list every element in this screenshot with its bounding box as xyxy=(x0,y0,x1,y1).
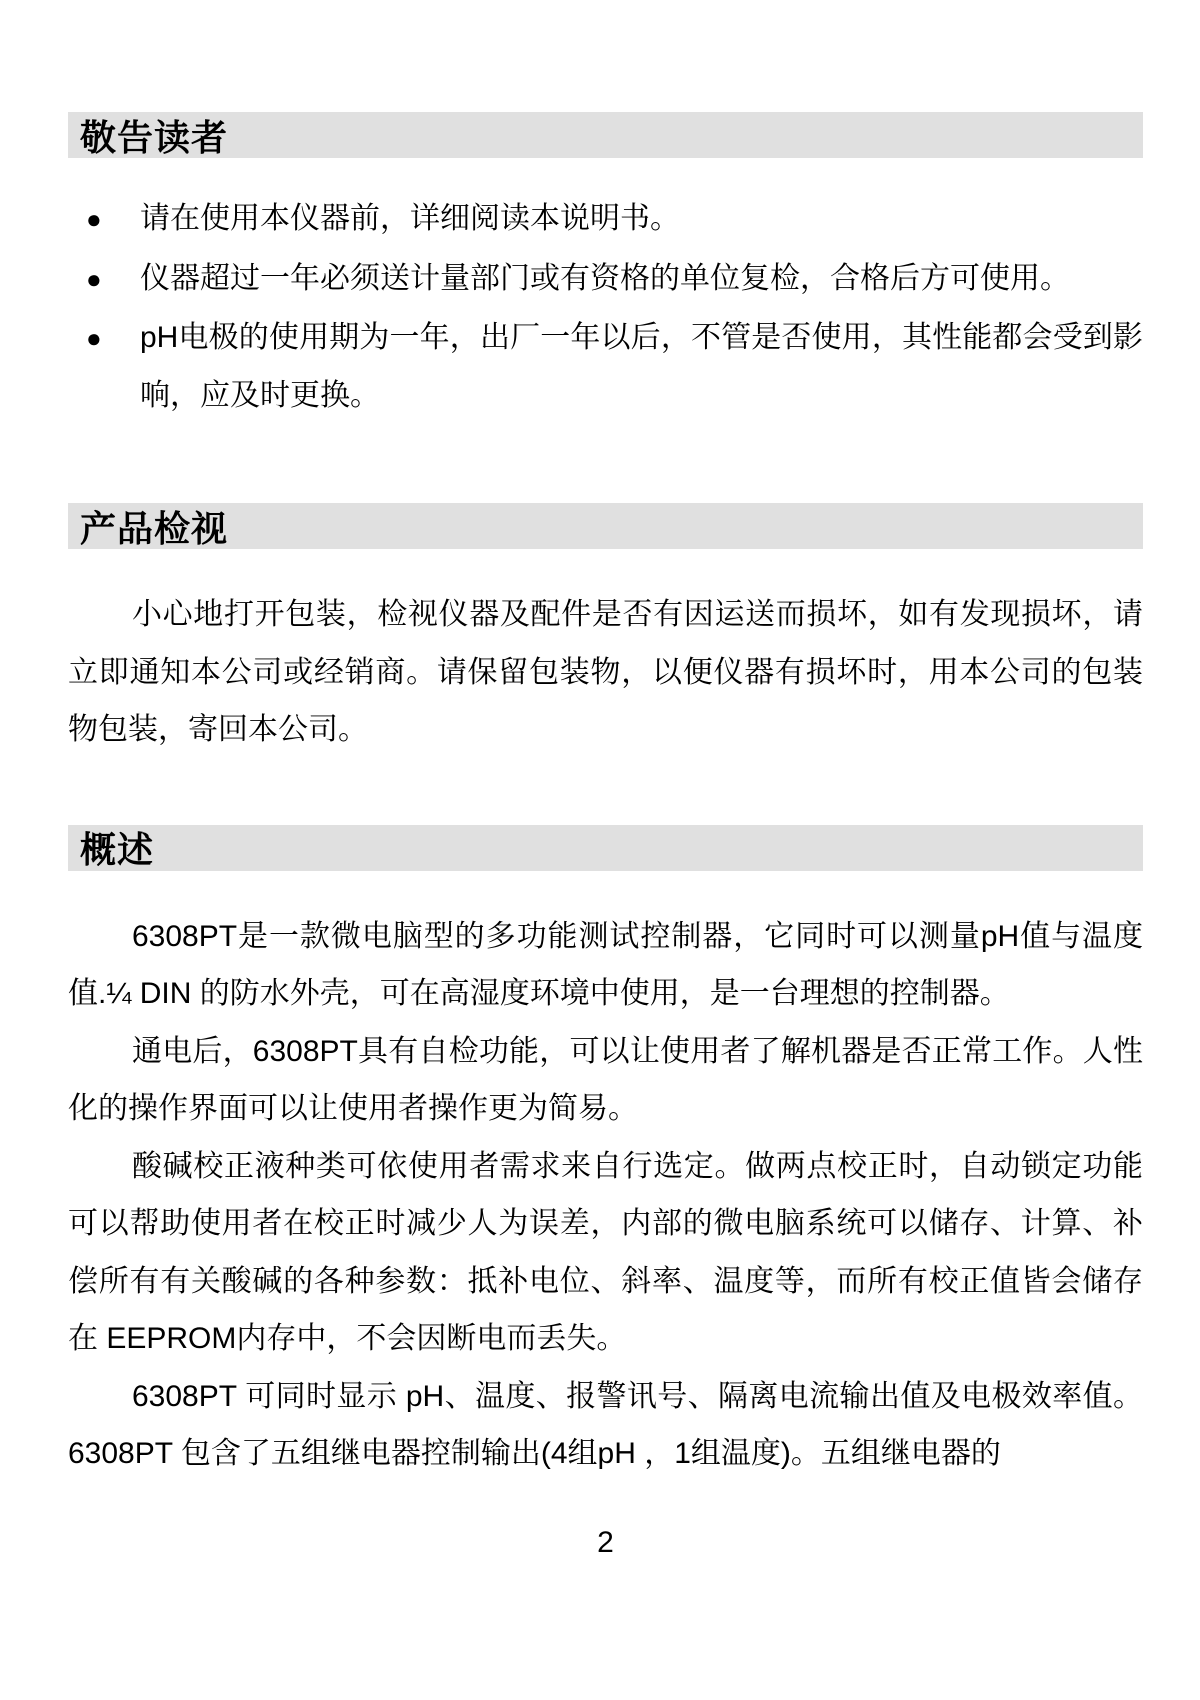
notice-bullet-item xyxy=(68,309,1143,424)
section-heading-readers-notice: 敬告读者 xyxy=(68,112,1143,158)
bullet-icon: ● xyxy=(86,323,102,353)
page-number: 2 xyxy=(597,1525,614,1559)
paragraph: 6308PT 可同时显示 pH、温度、报警讯号、隔离电流输出值及电极效率值。6308PT 包含了五组继电器控制输出(4组pH ，1组温度)。五组继电器的 xyxy=(68,1379,1143,1470)
paragraph: 6308PT是一款微电脑型的多功能测试控制器，它同时可以测量pH值与温度值.¼ DIN 的防水外壳，可在高湿度环境中使用，是一台理想的控制器。 xyxy=(68,919,1143,1010)
bullet-icon: ● xyxy=(86,204,102,234)
paragraph: 小心地打开包装，检视仪器及配件是否有因运送而损坏，如有发现损坏，请立即通知本公司或经销商。请保留包装物，以便仪器有损坏时，用本公司的包装物包装，寄回本公司。 xyxy=(68,598,1143,746)
section-heading-product-inspection: 产品检视 xyxy=(68,503,1143,549)
notice-bullet-item xyxy=(68,250,1143,308)
paragraph: 通电后，6308PT具有自检功能，可以让使用者了解机器是否正常工作。人性化的操作界面可以让使用者操作更为简易。 xyxy=(68,1034,1143,1125)
product-inspection-body xyxy=(68,586,1143,759)
notice-bullet-list xyxy=(68,190,1143,424)
bullet-text: 仪器超过一年必须送计量部门或有资格的单位复检，合格后方可使用。 xyxy=(140,261,1070,295)
section-heading-overview: 概述 xyxy=(68,825,1143,871)
notice-bullet-item xyxy=(68,190,1143,248)
paragraph: 酸碱校正液种类可依使用者需求来自行选定。做两点校正时，自动锁定功能可以帮助使用者在校正时减少人为误差，内部的微电脑系统可以储存、计算、补偿所有有关酸碱的各种参数：抵补电位、斜率、温度等，而所有校正值皆会储存在 EEPROM内存中，不会因断电而丢失。 xyxy=(68,1149,1143,1355)
bullet-text: 请在使用本仪器前，详细阅读本说明书。 xyxy=(140,202,680,235)
overview-body xyxy=(68,908,1143,1483)
bullet-icon: ● xyxy=(86,263,102,294)
bullet-text: pH电极的使用期为一年，出厂一年以后，不管是否使用，其性能都会受到影响，应及时更换。 xyxy=(140,321,1143,412)
